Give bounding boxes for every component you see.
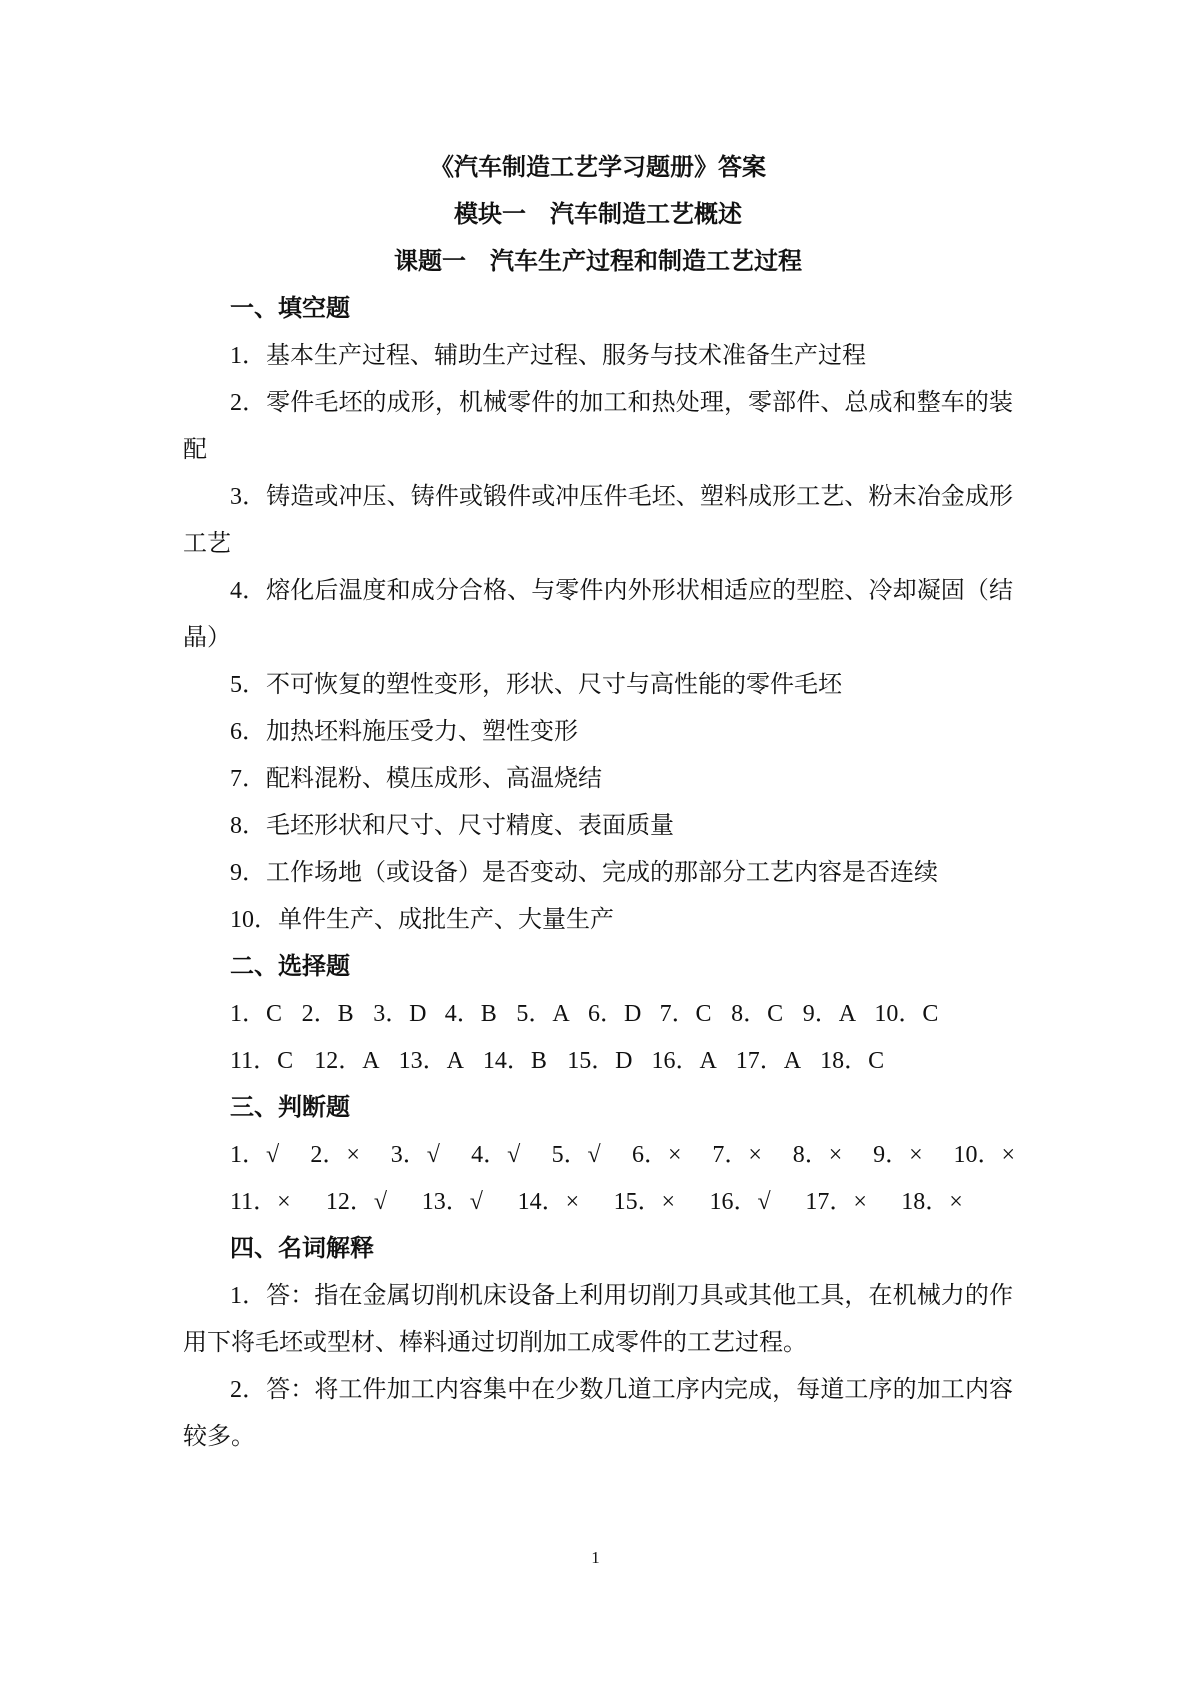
answer-line: 2．零件毛坯的成形，机械零件的加工和热处理，零部件、总成和整车的装 [230, 390, 1013, 416]
answer-row [183, 1038, 1013, 1085]
fill-blank-section [183, 286, 1013, 944]
fill-blank-answer [183, 333, 1013, 380]
fill-blank-answer [183, 380, 1013, 474]
answer-item: 7．C [659, 1001, 712, 1027]
fill-blank-answer [183, 897, 1013, 944]
answer-line: 用下将毛坯或型材、棒料通过切削加工成零件的工艺过程。 [183, 1330, 807, 1356]
answer-line: 7．配料混粉、模压成形、高温烧结 [230, 766, 602, 792]
answer-item: 14．× [517, 1189, 580, 1215]
answer-item: 8．× [792, 1142, 843, 1168]
term-explanation-section [183, 1226, 1013, 1461]
answer-item: 12．A [314, 1048, 380, 1074]
answer-item: 18．C [820, 1048, 885, 1074]
answer-item: 3．D [373, 1001, 427, 1027]
document-title: 《汽车制造工艺学习题册》答案 [430, 155, 766, 181]
answer-line: 5．不可恢复的塑性变形，形状、尺寸与高性能的零件毛坯 [230, 672, 842, 698]
section-heading-multiple-choice: 二、选择题 [230, 954, 350, 980]
answer-line: 晶） [183, 625, 231, 651]
answer-item: 15．D [567, 1048, 633, 1074]
answer-item: 2．× [310, 1142, 360, 1168]
answer-item: 9．A [802, 1001, 857, 1027]
answer-item: 10．C [874, 1001, 939, 1027]
answer-item: 13．√ [421, 1189, 483, 1215]
answer-line: 4．熔化后温度和成分合格、与零件内外形状相适应的型腔、冷却凝固（结 [230, 578, 1013, 604]
answer-item: 16．A [651, 1048, 717, 1074]
fill-blank-answer [183, 568, 1013, 662]
page-content [183, 145, 1016, 1461]
answer-item: 10．× [953, 1142, 1016, 1168]
fill-blank-answer [183, 756, 1013, 803]
term-explanation-answer [183, 1367, 1013, 1461]
answer-item: 8．C [731, 1001, 784, 1027]
answer-item: 4．B [444, 1001, 497, 1027]
answer-row [183, 991, 1013, 1038]
topic-heading: 课题一 汽车生产过程和制造工艺过程 [394, 249, 802, 275]
term-explanation-answer [183, 1273, 1013, 1367]
answer-line: 10．单件生产、成批生产、大量生产 [230, 907, 614, 933]
module-heading: 模块一 汽车制造工艺概述 [454, 202, 742, 228]
section-heading-true-false: 三、判断题 [230, 1095, 350, 1121]
answer-item: 5．√ [551, 1142, 601, 1168]
answer-item: 14．B [482, 1048, 547, 1074]
answer-item: 12．√ [325, 1189, 388, 1215]
answer-item: 2．B [301, 1001, 354, 1027]
answer-row [183, 1179, 1013, 1226]
answer-item: 5．A [516, 1001, 570, 1027]
fill-blank-answer [183, 709, 1013, 756]
answer-item: 16．√ [709, 1189, 771, 1215]
answer-item: 6．× [631, 1142, 682, 1168]
answer-item: 17．A [735, 1048, 802, 1074]
answer-line: 9．工作场地（或设备）是否变动、完成的那部分工艺内容是否连续 [230, 860, 938, 886]
fill-blank-answer [183, 474, 1013, 568]
answer-line: 3．铸造或冲压、铸件或锻件或冲压件毛坯、塑料成形工艺、粉末冶金成形 [230, 484, 1013, 510]
answer-item: 3．√ [390, 1142, 440, 1168]
answer-line: 2．答：将工件加工内容集中在少数几道工序内完成，每道工序的加工内容 [230, 1377, 1013, 1403]
answer-row [183, 1132, 1016, 1179]
answer-item: 9．× [873, 1142, 923, 1168]
page-number: 1 [591, 1548, 600, 1567]
true-false-section [183, 1085, 1016, 1226]
answer-line: 配 [183, 437, 207, 463]
fill-blank-answer [183, 803, 1013, 850]
answer-item: 11．× [230, 1189, 291, 1215]
answer-item: 1．√ [230, 1142, 280, 1168]
answer-item: 11．C [230, 1048, 294, 1074]
answer-item: 18．× [901, 1189, 963, 1215]
answer-item: 7．× [712, 1142, 762, 1168]
answer-line: 1．答：指在金属切削机床设备上利用切削刀具或其他工具，在机械力的作 [230, 1283, 1013, 1309]
answer-line: 1．基本生产过程、辅助生产过程、服务与技术准备生产过程 [230, 343, 866, 369]
section-heading-term-explanation: 四、名词解释 [230, 1236, 374, 1262]
answer-line: 工艺 [183, 531, 231, 557]
answer-line: 6．加热坯料施压受力、塑性变形 [230, 719, 578, 745]
answer-item: 17．× [805, 1189, 867, 1215]
answer-line: 8．毛坯形状和尺寸、尺寸精度、表面质量 [230, 813, 674, 839]
fill-blank-answer [183, 850, 1013, 897]
answer-item: 1．C [230, 1001, 283, 1027]
answer-item: 4．√ [471, 1142, 521, 1168]
answer-item: 13．A [398, 1048, 464, 1074]
answer-item: 6．D [587, 1001, 642, 1027]
multiple-choice-section [183, 944, 1013, 1085]
fill-blank-answer [183, 662, 1013, 709]
answer-item: 15．× [613, 1189, 676, 1215]
section-heading-fill-blank: 一、填空题 [230, 296, 350, 322]
answer-line: 较多。 [183, 1424, 255, 1450]
